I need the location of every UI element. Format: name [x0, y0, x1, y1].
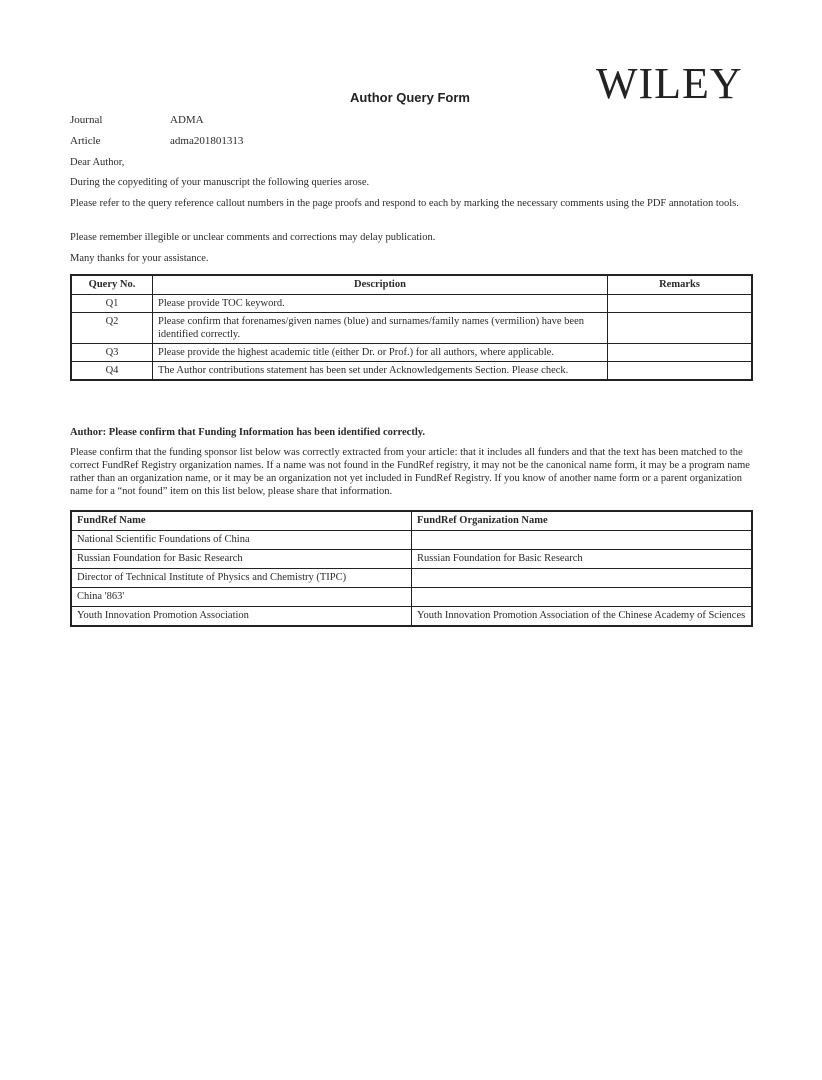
query-remarks[interactable]: [608, 313, 753, 344]
query-description: Please confirm that forenames/given names (blue) and surnames/family names (vermilion) have been identified correctly.: [153, 313, 608, 344]
query-remarks[interactable]: [608, 362, 753, 381]
query-description: Please provide the highest academic title (either Dr. or Prof.) for all authors, where applicable.: [153, 344, 608, 362]
fundref-name: Russian Foundation for Basic Research: [71, 550, 412, 569]
salutation: Dear Author,: [70, 157, 125, 168]
fundref-name: Director of Technical Institute of Physics and Chemistry (TIPC): [71, 569, 412, 588]
table-row: [71, 569, 752, 588]
query-remarks[interactable]: [608, 344, 753, 362]
table-row: [71, 295, 752, 313]
fundref-org: Russian Foundation for Basic Research: [412, 550, 753, 569]
query-description: The Author contributions statement has been set under Acknowledgements Section. Please check.: [153, 362, 608, 381]
fundref-org: [412, 588, 753, 607]
query-remarks[interactable]: [608, 295, 753, 313]
journal-label: Journal: [70, 114, 103, 126]
funding-paragraph: Please confirm that the funding sponsor list below was correctly extracted from your article: that it includes all funders and that the text has been matched to the correct FundRef Registry organization names. If a name was not found in the FundRef registry, it may not be the canonical name form, it may be a program name rather than an organization name, or it may be an organization not yet included in FundRef Registry. If you know of another name form or a parent organization name for a “not found” item on this list below, please share that information.: [70, 447, 750, 497]
table-row: [71, 313, 752, 344]
fundref-org: Youth Innovation Promotion Association of the Chinese Academy of Sciences: [412, 607, 753, 627]
query-no-header: Query No.: [71, 275, 153, 295]
thanks-paragraph: Many thanks for your assistance.: [70, 253, 209, 264]
instructions-paragraph: Please refer to the query reference callout numbers in the page proofs and respond to each by marking the necessary comments using the PDF annotation tools.: [70, 198, 739, 209]
fundref-name: China '863': [71, 588, 412, 607]
fundref-table: [70, 510, 753, 627]
table-row: [71, 588, 752, 607]
query-no: Q4: [71, 362, 153, 381]
table-row: [71, 607, 752, 627]
fundref-name: National Scientific Foundations of China: [71, 531, 412, 550]
journal-value: ADMA: [170, 114, 204, 126]
fundref-org: [412, 569, 753, 588]
table-row: [71, 550, 752, 569]
funding-heading: Author: Please confirm that Funding Information has been identified correctly.: [70, 427, 426, 438]
fundref-org: [412, 531, 753, 550]
article-value: adma201801313: [170, 135, 244, 147]
fundref-table-header: [71, 511, 752, 531]
query-no: Q3: [71, 344, 153, 362]
table-row: [71, 531, 752, 550]
wiley-logo: WILEY: [596, 59, 743, 108]
query-no: Q2: [71, 313, 153, 344]
article-label: Article: [70, 135, 101, 147]
query-no: Q1: [71, 295, 153, 313]
table-row: [71, 344, 752, 362]
page-title: Author Query Form: [350, 90, 470, 105]
remarks-header: Remarks: [608, 275, 753, 295]
fundref-name-header: FundRef Name: [71, 511, 412, 531]
query-description: Please provide TOC keyword.: [153, 295, 608, 313]
reminder-paragraph: Please remember illegible or unclear comments and corrections may delay publication.: [70, 232, 436, 243]
description-header: Description: [153, 275, 608, 295]
fundref-name: Youth Innovation Promotion Association: [71, 607, 412, 627]
query-table-header: [71, 275, 752, 295]
table-row: [71, 362, 752, 381]
intro-paragraph: During the copyediting of your manuscript the following queries arose.: [70, 177, 370, 188]
query-table: [70, 274, 753, 381]
fundref-org-header: FundRef Organization Name: [412, 511, 753, 531]
